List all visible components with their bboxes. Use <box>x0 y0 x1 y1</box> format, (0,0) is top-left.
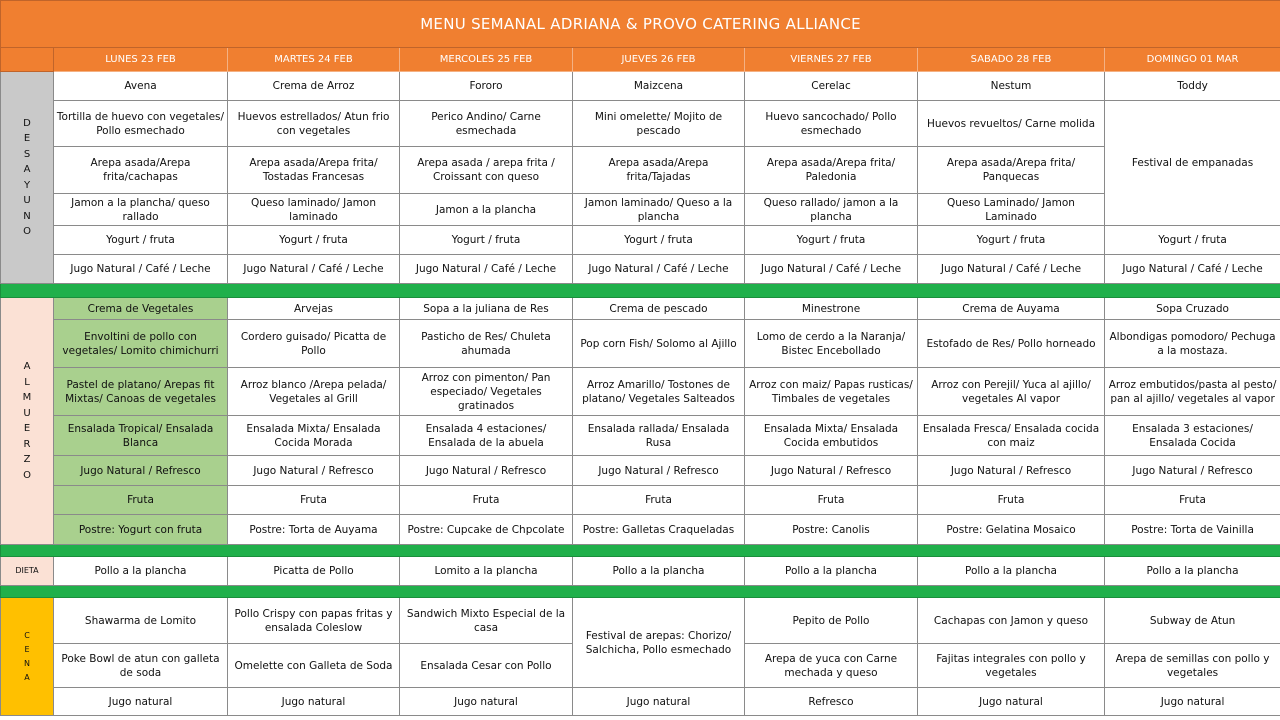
cena-cell: Jugo natural <box>918 688 1105 716</box>
desayuno-cell: Queso laminado/ Jamon laminado <box>228 194 400 226</box>
separator-bar <box>1 284 1280 298</box>
almuerzo-cell: Fruta <box>1105 486 1280 515</box>
section-separator <box>1 284 1280 298</box>
almuerzo-cell: Arroz embutidos/pasta al pesto/ pan al ajillo/ vegetales al vapor <box>1105 368 1280 416</box>
desayuno-cell: Yogurt / fruta <box>228 226 400 255</box>
day-header-jueves: JUEVES 26 FEB <box>573 48 745 72</box>
almuerzo-cell: Postre: Yogurt con fruta <box>54 515 228 545</box>
day-header-domingo: DOMINGO 01 MAR <box>1105 48 1280 72</box>
almuerzo-cell: Sopa a la juliana de Res <box>400 298 573 320</box>
desayuno-cell: Arepa asada/Arepa frita/Tajadas <box>573 147 745 194</box>
dieta-cell: Pollo a la plancha <box>918 557 1105 586</box>
dieta-cell: Pollo a la plancha <box>573 557 745 586</box>
almuerzo-cell: Ensalada Mixta/ Ensalada Cocida Morada <box>228 416 400 456</box>
almuerzo-cell: Cordero guisado/ Picatta de Pollo <box>228 320 400 368</box>
almuerzo-cell: Arroz Amarillo/ Tostones de platano/ Vegetales Salteados <box>573 368 745 416</box>
cena-cell: Omelette con Galleta de Soda <box>228 644 400 688</box>
desayuno-cell: Fororo <box>400 72 573 101</box>
desayuno-cell: Yogurt / fruta <box>745 226 918 255</box>
header-corner <box>1 48 54 72</box>
desayuno-cell: Arepa asada/Arepa frita/cachapas <box>54 147 228 194</box>
cena-cell: Jugo natural <box>573 688 745 716</box>
cena-cell: Pepito de Pollo <box>745 598 918 644</box>
almuerzo-cell: Minestrone <box>745 298 918 320</box>
desayuno-cell: Arepa asada/Arepa frita/ Panquecas <box>918 147 1105 194</box>
cena-cell: Arepa de yuca con Carne mechada y queso <box>745 644 918 688</box>
desayuno-cell: Queso rallado/ jamon a la plancha <box>745 194 918 226</box>
section-separator <box>1 545 1280 557</box>
cena-cell: Poke Bowl de atun con galleta de soda <box>54 644 228 688</box>
section-label-dieta: DIETA <box>1 557 54 586</box>
almuerzo-cell: Estofado de Res/ Pollo horneado <box>918 320 1105 368</box>
cena-cell: Cachapas con Jamon y queso <box>918 598 1105 644</box>
dieta-cell: Picatta de Pollo <box>228 557 400 586</box>
section-label-cena <box>1 598 54 716</box>
dieta-cell: Pollo a la plancha <box>1105 557 1280 586</box>
desayuno-cell: Queso Laminado/ Jamon Laminado <box>918 194 1105 226</box>
desayuno-cell: Yogurt / fruta <box>918 226 1105 255</box>
desayuno-cell: Jugo Natural / Café / Leche <box>573 255 745 284</box>
desayuno-domingo-festival: Festival de empanadas <box>1105 101 1280 226</box>
dieta-cell: Lomito a la plancha <box>400 557 573 586</box>
almuerzo-cell: Pasticho de Res/ Chuleta ahumada <box>400 320 573 368</box>
almuerzo-cell: Ensalada Tropical/ Ensalada Blanca <box>54 416 228 456</box>
almuerzo-cell: Fruta <box>400 486 573 515</box>
cena-cell: Refresco <box>745 688 918 716</box>
almuerzo-cell: Postre: Gelatina Mosaico <box>918 515 1105 545</box>
desayuno-cell: Jugo Natural / Café / Leche <box>745 255 918 284</box>
section-label-almuerzo <box>1 298 54 545</box>
day-header-mercoles: MERCOLES 25 FEB <box>400 48 573 72</box>
cena-cell: Sandwich Mixto Especial de la casa <box>400 598 573 644</box>
cena-cell: Fajitas integrales con pollo y vegetales <box>918 644 1105 688</box>
vertical-label: A L M U E R Z O <box>22 361 32 481</box>
cena-cell: Jugo natural <box>1105 688 1280 716</box>
desayuno-cell: Jamon a la plancha/ queso rallado <box>54 194 228 226</box>
desayuno-cell: Yogurt / fruta <box>573 226 745 255</box>
almuerzo-cell: Pastel de platano/ Arepas fit Mixtas/ Canoas de vegetales <box>54 368 228 416</box>
almuerzo-cell: Ensalada Mixta/ Ensalada Cocida embutidos <box>745 416 918 456</box>
desayuno-cell: Jugo Natural / Café / Leche <box>918 255 1105 284</box>
cena-cell: Jugo natural <box>400 688 573 716</box>
desayuno-cell: Jamon laminado/ Queso a la plancha <box>573 194 745 226</box>
cena-cell: Arepa de semillas con pollo y vegetales <box>1105 644 1280 688</box>
almuerzo-cell: Postre: Torta de Auyama <box>228 515 400 545</box>
vertical-label: C E N A <box>24 630 30 682</box>
almuerzo-cell: Arvejas <box>228 298 400 320</box>
menu-title: MENU SEMANAL ADRIANA & PROVO CATERING ALLIANCE <box>1 1 1280 48</box>
almuerzo-cell: Postre: Cupcake de Chpcolate <box>400 515 573 545</box>
desayuno-cell: Huevos estrellados/ Atun frio con vegetales <box>228 101 400 147</box>
desayuno-cell: Crema de Arroz <box>228 72 400 101</box>
almuerzo-cell: Postre: Galletas Craqueladas <box>573 515 745 545</box>
desayuno-cell: Yogurt / fruta <box>54 226 228 255</box>
almuerzo-cell: Arroz con pimenton/ Pan especiado/ Vegetales gratinados <box>400 368 573 416</box>
desayuno-cell: Arepa asada / arepa frita / Croissant con queso <box>400 147 573 194</box>
desayuno-cell: Cerelac <box>745 72 918 101</box>
almuerzo-cell: Fruta <box>573 486 745 515</box>
cena-cell: Pollo Crispy con papas fritas y ensalada Coleslow <box>228 598 400 644</box>
almuerzo-cell: Pop corn Fish/ Solomo al Ajillo <box>573 320 745 368</box>
almuerzo-cell: Fruta <box>54 486 228 515</box>
cena-cell: Jugo natural <box>228 688 400 716</box>
section-separator <box>1 586 1280 598</box>
cena-cell: Jugo natural <box>54 688 228 716</box>
desayuno-cell: Huevos revueltos/ Carne molida <box>918 101 1105 147</box>
almuerzo-cell: Fruta <box>228 486 400 515</box>
desayuno-cell: Jugo Natural / Café / Leche <box>1105 255 1280 284</box>
almuerzo-cell: Postre: Canolis <box>745 515 918 545</box>
almuerzo-cell: Ensalada 3 estaciones/ Ensalada Cocida <box>1105 416 1280 456</box>
almuerzo-cell: Ensalada 4 estaciones/ Ensalada de la abuela <box>400 416 573 456</box>
desayuno-cell: Jamon a la plancha <box>400 194 573 226</box>
section-label-desayuno <box>1 72 54 284</box>
almuerzo-cell: Arroz con Perejil/ Yuca al ajillo/ vegetales Al vapor <box>918 368 1105 416</box>
day-header-lunes: LUNES 23 FEB <box>54 48 228 72</box>
dieta-cell: Pollo a la plancha <box>54 557 228 586</box>
almuerzo-cell: Jugo Natural / Refresco <box>1105 456 1280 486</box>
almuerzo-cell: Crema de pescado <box>573 298 745 320</box>
almuerzo-cell: Jugo Natural / Refresco <box>918 456 1105 486</box>
desayuno-cell: Toddy <box>1105 72 1280 101</box>
desayuno-cell: Yogurt / fruta <box>400 226 573 255</box>
almuerzo-cell: Envoltini de pollo con vegetales/ Lomito chimichurri <box>54 320 228 368</box>
desayuno-cell: Jugo Natural / Café / Leche <box>400 255 573 284</box>
cena-cell: Shawarma de Lomito <box>54 598 228 644</box>
desayuno-cell: Perico Andino/ Carne esmechada <box>400 101 573 147</box>
almuerzo-cell: Lomo de cerdo a la Naranja/ Bistec Encebollado <box>745 320 918 368</box>
day-header-sabado: SABADO 28 FEB <box>918 48 1105 72</box>
almuerzo-cell: Crema de Vegetales <box>54 298 228 320</box>
almuerzo-cell: Fruta <box>918 486 1105 515</box>
almuerzo-cell: Jugo Natural / Refresco <box>400 456 573 486</box>
desayuno-cell: Huevo sancochado/ Pollo esmechado <box>745 101 918 147</box>
almuerzo-cell: Jugo Natural / Refresco <box>228 456 400 486</box>
desayuno-cell: Maizcena <box>573 72 745 101</box>
desayuno-cell: Jugo Natural / Café / Leche <box>228 255 400 284</box>
dieta-cell: Pollo a la plancha <box>745 557 918 586</box>
day-header-martes: MARTES 24 FEB <box>228 48 400 72</box>
almuerzo-cell: Jugo Natural / Refresco <box>54 456 228 486</box>
desayuno-cell: Yogurt / fruta <box>1105 226 1280 255</box>
vertical-label: D E S A Y U N O <box>23 117 31 237</box>
desayuno-cell: Nestum <box>918 72 1105 101</box>
desayuno-cell: Arepa asada/Arepa frita/ Paledonia <box>745 147 918 194</box>
cena-cell: Subway de Atun <box>1105 598 1280 644</box>
almuerzo-cell: Arroz blanco /Arepa pelada/ Vegetales al Grill <box>228 368 400 416</box>
day-header-viernes: VIERNES 27 FEB <box>745 48 918 72</box>
almuerzo-cell: Postre: Torta de Vainilla <box>1105 515 1280 545</box>
almuerzo-cell: Ensalada Fresca/ Ensalada cocida con maiz <box>918 416 1105 456</box>
almuerzo-cell: Jugo Natural / Refresco <box>573 456 745 486</box>
cena-jueves-festival: Festival de arepas: Chorizo/ Salchicha, Pollo esmechado <box>573 598 745 688</box>
desayuno-cell: Jugo Natural / Café / Leche <box>54 255 228 284</box>
almuerzo-cell: Albondigas pomodoro/ Pechuga a la mostaza. <box>1105 320 1280 368</box>
almuerzo-cell: Ensalada rallada/ Ensalada Rusa <box>573 416 745 456</box>
desayuno-cell: Tortilla de huevo con vegetales/ Pollo esmechado <box>54 101 228 147</box>
almuerzo-cell: Jugo Natural / Refresco <box>745 456 918 486</box>
separator-bar <box>1 545 1280 557</box>
separator-bar <box>1 586 1280 598</box>
cena-cell: Ensalada Cesar con Pollo <box>400 644 573 688</box>
almuerzo-cell: Crema de Auyama <box>918 298 1105 320</box>
desayuno-cell: Mini omelette/ Mojito de pescado <box>573 101 745 147</box>
desayuno-cell: Avena <box>54 72 228 101</box>
almuerzo-cell: Fruta <box>745 486 918 515</box>
desayuno-cell: Arepa asada/Arepa frita/ Tostadas Francesas <box>228 147 400 194</box>
almuerzo-cell: Arroz con maiz/ Papas rusticas/ Timbales de vegetales <box>745 368 918 416</box>
almuerzo-cell: Sopa Cruzado <box>1105 298 1280 320</box>
